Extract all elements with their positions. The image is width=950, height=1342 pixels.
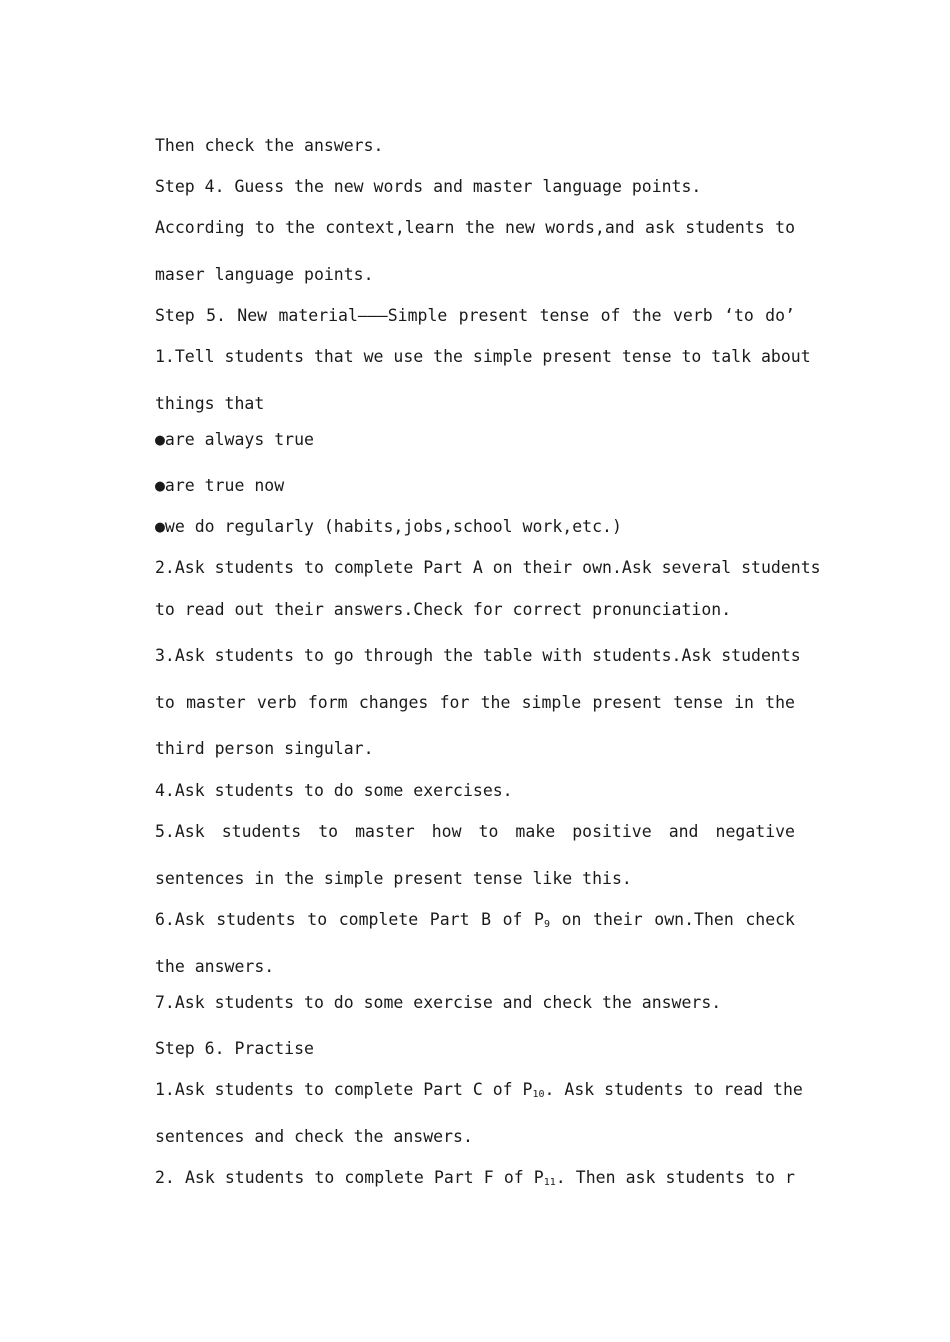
page-number-subscript: 11 — [543, 1177, 556, 1188]
bullet-item: ●are true now — [155, 476, 285, 495]
bullet-item: ●are always true — [155, 430, 314, 449]
text-line: 2.Ask students to complete Part A on their own.Ask several students — [155, 558, 821, 577]
text-line: things that — [155, 394, 265, 413]
text-line: to read out their answers.Check for correct pronunciation. — [155, 600, 732, 619]
text-fragment: . Then ask students to r — [555, 1168, 795, 1187]
text-line: 4.Ask students to do some exercises. — [155, 781, 513, 800]
step-4-heading: Step 4. Guess the new words and master language points. — [155, 177, 702, 196]
page-number-subscript: 10 — [532, 1089, 545, 1100]
text-fragment: . Ask students to read the — [544, 1080, 803, 1099]
text-line: sentences and check the answers. — [155, 1127, 473, 1146]
text-line: 7.Ask students to do some exercise and check the answers. — [155, 993, 722, 1012]
text-line: 3.Ask students to go through the table with students.Ask students — [155, 646, 801, 665]
text-line: the answers. — [155, 957, 275, 976]
text-line: 1.Tell students that we use the simple present tense to talk about — [155, 347, 811, 366]
bullet-item: ●we do regularly (habits,jobs,school work,etc.) — [155, 517, 622, 536]
text-line — [155, 910, 795, 930]
text-line: third person singular. — [155, 739, 374, 758]
step-5-heading: Step 5. New material———Simple present tense of the verb ‘to do’ — [155, 306, 795, 325]
text-line — [155, 1080, 803, 1100]
text-line: maser language points. — [155, 265, 374, 284]
text-line: Then check the answers. — [155, 136, 384, 155]
page-number-subscript: 9 — [543, 919, 551, 930]
text-fragment: 2. Ask students to complete Part F of P — [155, 1168, 544, 1187]
text-line: sentences in the simple present tense like this. — [155, 869, 632, 888]
step-6-heading: Step 6. Practise — [155, 1039, 314, 1058]
text-line: to master verb form changes for the simple present tense in the — [155, 693, 795, 712]
text-line: 5.Ask students to master how to make positive and negative — [155, 822, 795, 841]
text-fragment: 1.Ask students to complete Part C of P — [155, 1080, 533, 1099]
text-fragment: on their own.Then check — [550, 910, 795, 929]
text-line — [155, 1168, 795, 1188]
text-line: According to the context,learn the new words,and ask students to — [155, 218, 795, 237]
text-fragment: 6.Ask students to complete Part B of P — [155, 910, 544, 929]
